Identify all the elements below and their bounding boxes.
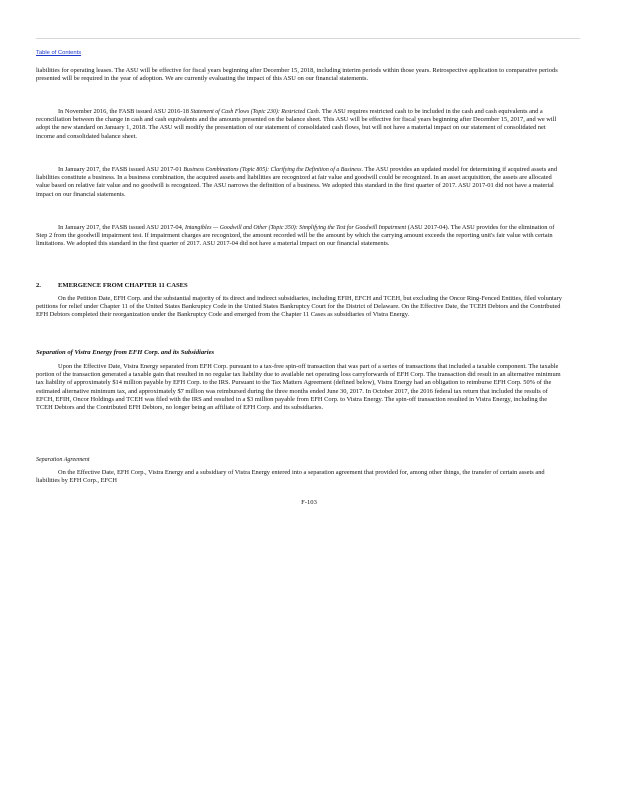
- section-title: EMERGENCE FROM CHAPTER 11 CASES: [58, 282, 188, 289]
- paragraph-lease-asu: liabilities for operating leases. The ASU will be effective for fiscal years beginning after December 15, 2018, including interim periods within those years. Retrospective application to comparative periods presented will be required in the year of adoption. We are currently evaluating the impact of this ASU on our financial statements.: [36, 67, 558, 83]
- section-number: 2.: [36, 282, 41, 289]
- paragraph-petition-date: On the Petition Date, EFH Corp. and the substantial majority of its direct and indirect subsidiaries, including EFIH, EFCH and TCEH, but excluding the Oncor Ring-Fenced Entities, filed voluntary petitions for relief under Chapter 11 of the United States Bankruptcy Code in the United States Bankruptcy Court for the District of Delaware. On the Effective Date, the TCEH Debtors and the Contributed EFH Debtors completed their reorganization under the Bankruptcy Code and emerged from the Chapter 11 Cases as subsidiaries of Vistra Energy.: [36, 295, 562, 319]
- subheading-separation-vistra: Separation of Vistra Energy from EFH Corp. and its Subsidiaries: [36, 349, 215, 356]
- paragraph-separation-agreement: On the Effective Date, EFH Corp., Vistra Energy and a subsidiary of Vistra Energy entered into a separation agreement that provided for, among other things, the transfer of certain assets and liabilities by EFH Corp., EFCH: [36, 469, 545, 485]
- section-heading: [36, 282, 564, 290]
- page-number: F-103: [301, 499, 317, 506]
- paragraph-asu-2017-04: In January 2017, the FASB issued ASU 2017-04, Intangibles — Goodwill and Other (Topic 350): Simplifying the Test for Goodwill Impairment (ASU 2017-04). The ASU provides for the elimination of Step 2 from the goodwill impairment test. If impairment charges are recognized, the amount recorded will be the amount by which the carrying amount exceeds the reporting unit's fair value with certain limitations. We adopted this standard in the first quarter of 2017. ASU 2017-04 did not have a material impact on our financial statements.: [36, 224, 555, 248]
- paragraph-asu-2016-18: In November 2016, the FASB issued ASU 2016-18 Statement of Cash Flows (Topic 230): Restricted Cash. The ASU requires restricted cash to be included in the cash and cash equivalents and a reconciliation between the change in cash and cash equivalents and the amounts presented on the balance sheet. This ASU will be effective for fiscal years beginning after December 15, 2017, and we will adopt the new standard on January 1, 2018. The ASU will modify the presentation of our statement of consolidated cash flows, but will not have a material impact on our statement of consolidated net income and consolidated balance sheet.: [36, 108, 557, 140]
- asu-2016-18-title: Statement of Cash Flows (Topic 230): Restricted Cash: [190, 109, 319, 115]
- header-divider: [36, 38, 580, 39]
- table-of-contents-link[interactable]: Table of Contents: [36, 50, 82, 56]
- paragraph-spin-off: Upon the Effective Date, Vistra Energy separated from EFH Corp. pursuant to a tax-free spin-off transaction that was part of a series of transactions that included a taxable component. The taxable portion of the transaction generated a taxable gain that resulted in no regular tax liability due to available net operating loss carryforwards of EFH Corp. The transaction did result in an alternative minimum tax liability of approximately $14 million payable by EFH Corp. to the IRS. Pursuant to the Tax Matters Agreement (defined below), Vistra Energy had an obligation to reimburse EFH Corp. 50% of the estimated alternative minimum tax, and approximately $7 million was reimbursed during the three months ended June 30, 2017. In October 2017, the 2016 federal tax return that included the results of EFCH, EFIH, Oncor Holdings and TCEH was filed with the IRS and resulted in a $3 million payable from EFH Corp. to Vistra Energy. The spin-off transaction resulted in Vistra Energy, including the TCEH Debtors and the Contributed EFH Debtors, no longer being an affiliate of EFH Corp. and its subsidiaries.: [36, 363, 561, 412]
- paragraph-asu-2017-01: In January 2017, the FASB issued ASU 2017-01 Business Combinations (Topic 805): Clarifying the Definition of a Business. The ASU provides an updated model for determining if acquired assets and liabilities constitute a business. In a business combination, the acquired assets and liabilities are recognized at fair value and goodwill could be recognized. In an asset acquisition, the assets are allocated value based on relative fair value and no goodwill is recognized. The ASU narrows the definition of a business. We adopted this standard in the first quarter of 2017. ASU 2017-01 did not have a material impact on our financial statements.: [36, 166, 558, 198]
- subheading-separation-agreement: Separation Agreement: [36, 457, 90, 463]
- asu-2017-01-title: Business Combinations (Topic 805): Clarifying the Definition of a Business: [183, 167, 362, 173]
- asu-2017-04-title: Intangibles — Goodwill and Other (Topic 350): Simplifying the Test for Goodwill Impairment: [185, 225, 407, 231]
